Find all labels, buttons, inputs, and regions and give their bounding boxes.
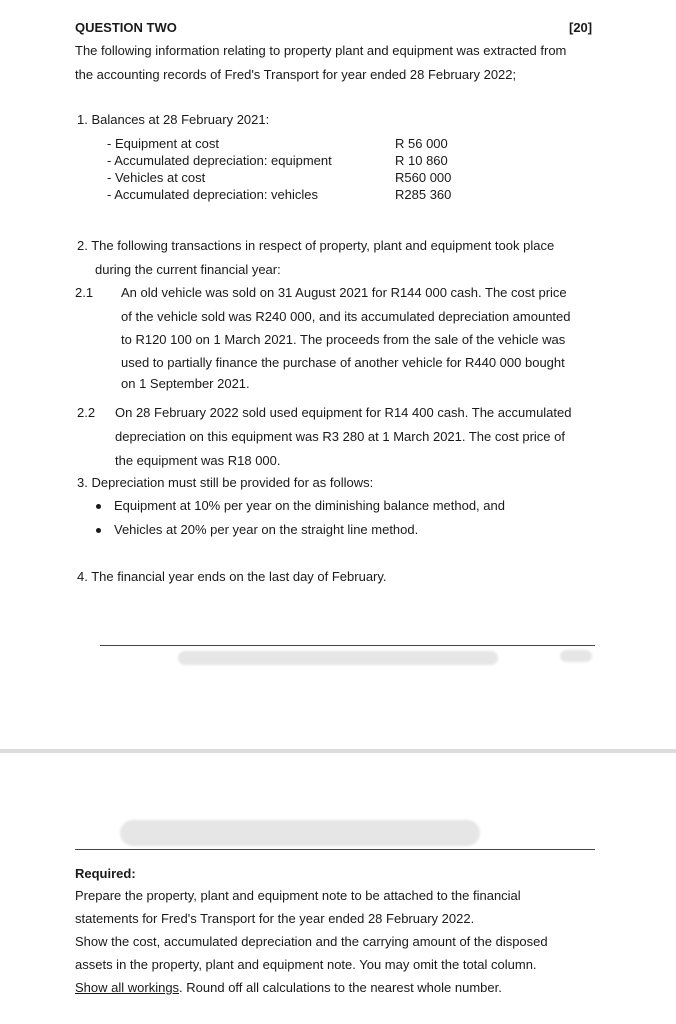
required-last-line (75, 980, 502, 997)
balance-label: - Accumulated depreciation: equipment (107, 153, 332, 168)
intro-line-2: the accounting records of Fred's Transport for year ended 28 February 2022; (75, 67, 517, 82)
round-off-text: . Round off all calculations to the nearest whole number. (179, 980, 502, 995)
sub-item-number: 2.1 (75, 285, 94, 300)
sub1-line: on 1 September 2021. (121, 376, 250, 391)
show-workings-text: Show all workings (75, 980, 180, 995)
table-rule (75, 849, 595, 850)
item3-heading: 3. Depreciation must still be provided for as follows: (77, 475, 374, 490)
bullet-text: Vehicles at 20% per year on the straight line method. (114, 522, 419, 537)
required-line: assets in the property, plant and equipment note. You may omit the total column. (75, 957, 537, 972)
balance-label: - Accumulated depreciation: vehicles (107, 187, 319, 202)
sub2-line: depreciation on this equipment was R3 280 at 1 March 2021. The cost price of (115, 429, 565, 444)
bullet-text: Equipment at 10% per year on the diminishing balance method, and (114, 498, 505, 513)
intro-line-1: The following information relating to property plant and equipment was extracted from (75, 43, 567, 58)
balance-value: R560 000 (395, 170, 452, 185)
balance-value: R285 360 (395, 187, 452, 202)
balance-label: - Equipment at cost (107, 136, 219, 151)
item2-line-2: during the current financial year: (95, 262, 281, 277)
sub-item-number: 2.2 (77, 405, 96, 420)
sub2-line: the equipment was R18 000. (115, 453, 281, 468)
sub1-line: to R120 100 on 1 March 2021. The proceeds from the sale of the vehicle was (121, 332, 566, 347)
required-line: Show the cost, accumulated depreciation and the carrying amount of the disposed (75, 934, 548, 949)
bullet-icon (96, 504, 101, 509)
sub1-line: used to partially finance the purchase of another vehicle for R440 000 bought (121, 355, 565, 370)
sub2-line: On 28 February 2022 sold used equipment for R14 400 cash. The accumulated (115, 405, 572, 420)
item2-line-1: 2. The following transactions in respect of property, plant and equipment took place (77, 238, 555, 253)
bullet-icon (96, 528, 101, 533)
blurred-region (560, 650, 592, 662)
question-marks: [20] (569, 20, 593, 35)
balance-value: R 56 000 (395, 136, 448, 151)
sub1-line: An old vehicle was sold on 31 August 2021 for R144 000 cash. The cost price (121, 285, 567, 300)
blurred-region (120, 820, 480, 846)
required-line: Prepare the property, plant and equipment note to be attached to the financial (75, 888, 521, 903)
table-rule (100, 645, 595, 646)
item1-heading: 1. Balances at 28 February 2021: (77, 112, 270, 127)
blurred-region (178, 651, 498, 665)
item4-text: 4. The financial year ends on the last day of February. (77, 569, 387, 584)
balance-value: R 10 860 (395, 153, 448, 168)
sub1-line: of the vehicle sold was R240 000, and its accumulated depreciation amounted (121, 309, 571, 324)
page-break (0, 749, 676, 753)
required-heading: Required: (75, 866, 136, 881)
balance-label: - Vehicles at cost (107, 170, 206, 185)
required-line: statements for Fred's Transport for the year ended 28 February 2022. (75, 911, 475, 926)
question-title: QUESTION TWO (75, 20, 177, 35)
